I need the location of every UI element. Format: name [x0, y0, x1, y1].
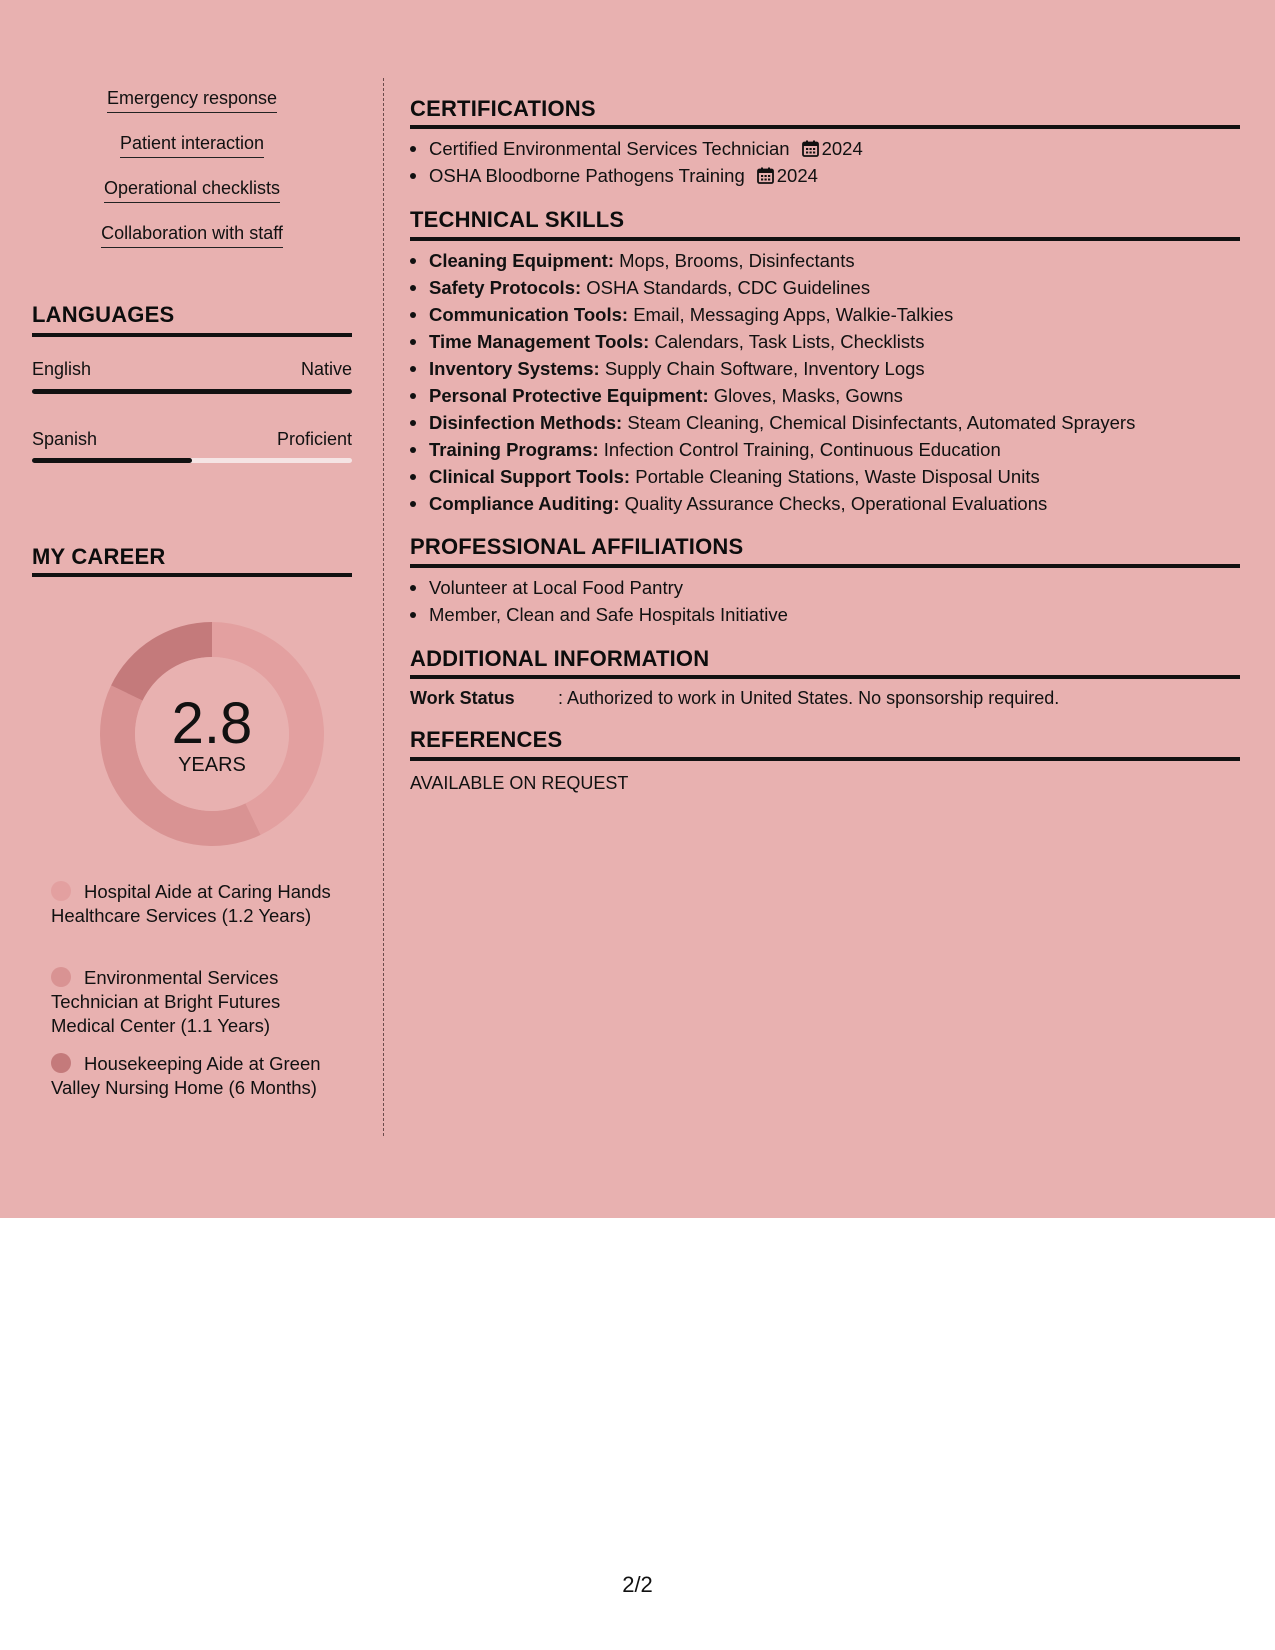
certification-item: [410, 135, 863, 162]
skill-tag: [32, 178, 352, 203]
skill-item: [410, 247, 1135, 274]
additional-info-heading: ADDITIONAL INFORMATION: [410, 646, 710, 671]
affiliation-item: Member, Clean and Safe Hospitals Initiative: [410, 601, 788, 628]
career-legend-item: [51, 1052, 341, 1100]
language-level: Proficient: [276, 429, 352, 449]
legend-label: Environmental Services Technician at Bright Futures Medical Center (1.1 Years): [51, 967, 281, 1036]
skill-tag-label: Emergency response: [107, 88, 277, 113]
skill-value: OSHA Standards, CDC Guidelines: [586, 277, 871, 298]
section-rule: [410, 675, 1240, 679]
section-rule: [32, 333, 352, 337]
skill-tag-label: Operational checklists: [104, 178, 280, 203]
career-legend-item: [51, 966, 341, 1038]
skill-label: Cleaning Equipment:: [429, 250, 614, 271]
skill-item: [410, 355, 1135, 382]
skill-item: [410, 463, 1135, 490]
skill-value: Supply Chain Software, Inventory Logs: [604, 358, 925, 379]
skill-tag: [32, 88, 352, 113]
languages-heading: LANGUAGES: [32, 302, 175, 327]
language-bar-fill: [32, 458, 192, 463]
skill-tag-label: Patient interaction: [120, 133, 264, 158]
certifications-list: [410, 135, 863, 189]
work-status-label: Work Status: [410, 688, 515, 708]
certification-year: 2024: [821, 138, 863, 159]
affiliations-list: [410, 574, 788, 628]
references-text: AVAILABLE ON REQUEST: [410, 773, 629, 793]
skill-tag: [32, 133, 352, 158]
skill-value: Portable Cleaning Stations, Waste Disposal Units: [635, 466, 1040, 487]
skill-label: Personal Protective Equipment:: [429, 385, 709, 406]
section-rule: [410, 757, 1240, 761]
skill-label: Training Programs:: [429, 439, 599, 460]
calendar-icon: [757, 167, 774, 184]
certification-item: [410, 162, 863, 189]
skill-value: Email, Messaging Apps, Walkie-Talkies: [633, 304, 954, 325]
section-rule: [410, 237, 1240, 241]
technical-skills-heading: TECHNICAL SKILLS: [410, 207, 625, 232]
language-bar: [32, 389, 352, 394]
skill-tag-label: Collaboration with staff: [101, 223, 283, 248]
language-level: Native: [300, 359, 352, 379]
skill-label: Disinfection Methods:: [429, 412, 623, 433]
skill-label: Safety Protocols:: [429, 277, 582, 298]
certification-name: Certified Environmental Services Technician: [429, 138, 790, 159]
affiliations-heading: PROFESSIONAL AFFILIATIONS: [410, 534, 744, 559]
skill-item: [410, 274, 1135, 301]
skill-value: Gloves, Masks, Gowns: [713, 385, 903, 406]
work-status-value: : Authorized to work in United States. No sponsorship required.: [558, 688, 1060, 708]
calendar-icon: [802, 140, 819, 157]
skill-item: [410, 382, 1135, 409]
skill-label: Clinical Support Tools:: [429, 466, 631, 487]
skill-value: Steam Cleaning, Chemical Disinfectants, Automated Sprayers: [627, 412, 1136, 433]
section-rule: [410, 125, 1240, 129]
legend-dot-icon: [51, 881, 71, 901]
section-rule: [410, 564, 1240, 568]
affiliation-item: Volunteer at Local Food Pantry: [410, 574, 788, 601]
skill-item: [410, 301, 1135, 328]
career-total-unit: YEARS: [178, 754, 246, 776]
skill-item: [410, 328, 1135, 355]
skill-tag: [32, 223, 352, 248]
references-heading: REFERENCES: [410, 727, 563, 752]
skill-item: [410, 436, 1135, 463]
column-divider: [383, 78, 384, 1136]
skill-item: [410, 490, 1135, 517]
legend-label: Housekeeping Aide at Green Valley Nursing Home (6 Months): [51, 1053, 321, 1098]
skill-value: Calendars, Task Lists, Checklists: [654, 331, 925, 352]
skill-value: Mops, Brooms, Disinfectants: [619, 250, 855, 271]
language-name: Spanish: [32, 429, 98, 449]
skill-label: Inventory Systems:: [429, 358, 600, 379]
skill-value: Quality Assurance Checks, Operational Evaluations: [624, 493, 1048, 514]
language-name: English: [32, 359, 92, 379]
career-legend-item: [51, 880, 341, 928]
certification-name: OSHA Bloodborne Pathogens Training: [429, 165, 745, 186]
career-heading: MY CAREER: [32, 544, 166, 569]
language-bar-fill: [32, 389, 352, 394]
page-number: 2/2: [622, 1572, 653, 1597]
language-bar: [32, 458, 352, 463]
certification-year: 2024: [776, 165, 818, 186]
legend-label: Hospital Aide at Caring Hands Healthcare Services (1.2 Years): [51, 881, 331, 926]
legend-dot-icon: [51, 967, 71, 987]
skill-value: Infection Control Training, Continuous Education: [603, 439, 1001, 460]
skill-label: Time Management Tools:: [429, 331, 650, 352]
legend-dot-icon: [51, 1053, 71, 1073]
skill-label: Communication Tools:: [429, 304, 629, 325]
section-rule: [32, 573, 352, 577]
skill-label: Compliance Auditing:: [429, 493, 620, 514]
certifications-heading: CERTIFICATIONS: [410, 96, 596, 121]
career-total-value: 2.8: [171, 691, 253, 756]
skill-item: [410, 409, 1135, 436]
technical-skills-list: [410, 247, 1135, 517]
